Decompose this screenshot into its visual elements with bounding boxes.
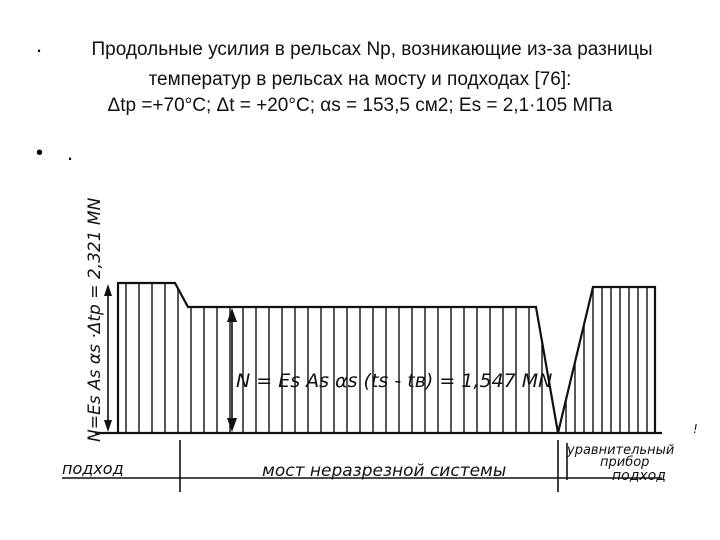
title-line-1: Продольные усилия в рельсах Nр, возникающие из-за разницы bbox=[91, 39, 653, 60]
center-formula-label: N = Es As αs (ts - tв) = 1,547 MN bbox=[236, 370, 553, 392]
slide-bullet-2: • bbox=[36, 142, 44, 164]
slide-bullet-1: . bbox=[36, 32, 43, 57]
side-mark: ! bbox=[693, 422, 698, 436]
title-line-3: Δtр =+70°С; Δt = +20°С; αs = 153,5 см2; Es = 2,1·105 МПа bbox=[107, 95, 613, 116]
left-arrow-up-icon bbox=[104, 284, 112, 296]
left-arrow-down-icon bbox=[104, 420, 112, 432]
center-arrow-up-icon bbox=[227, 308, 237, 322]
approach-right-label: подход bbox=[612, 468, 666, 484]
bridge-label: мост неразрезной системы bbox=[262, 461, 507, 481]
center-arrow-down-icon bbox=[227, 418, 237, 432]
expansion-joint-label-2: прибор bbox=[600, 455, 650, 470]
hatch-lines bbox=[126, 283, 647, 433]
slide-bullet-3: . bbox=[67, 140, 74, 165]
title-line-2: температур в рельсах на мосту и подходах [76]: bbox=[148, 69, 572, 90]
approach-left-label: подход bbox=[62, 459, 124, 478]
vertical-formula-label: N=Es As αs ·Δtр = 2,321 MN bbox=[85, 197, 105, 442]
expansion-joint-label-1: уравнительный bbox=[567, 443, 675, 458]
